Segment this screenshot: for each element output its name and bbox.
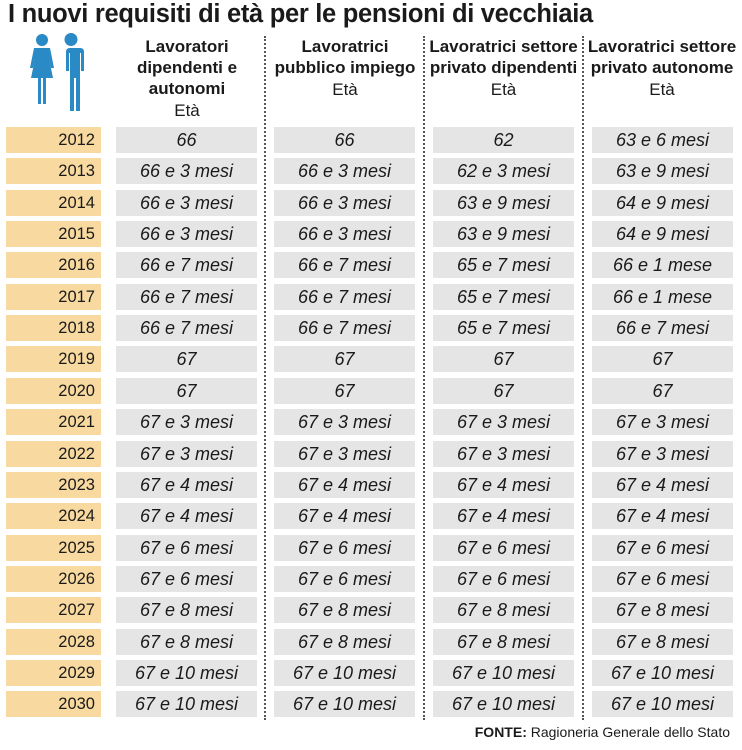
chart-title: I nuovi requisiti di età per le pensioni di vecchiaia — [8, 0, 593, 28]
age-cell: 67 e 6 mesi — [116, 535, 257, 561]
table-row — [0, 190, 742, 216]
age-cell: 67 e 8 mesi — [116, 629, 257, 655]
year-cell: 2015 — [6, 221, 101, 247]
age-cell: 67 e 3 mesi — [116, 409, 257, 435]
year-cell: 2018 — [6, 315, 101, 341]
table-row — [0, 503, 742, 529]
age-cell: 66 e 3 mesi — [116, 158, 257, 184]
age-cell: 67 e 6 mesi — [433, 566, 574, 592]
age-cell: 62 — [433, 127, 574, 153]
table-row — [0, 691, 742, 717]
column-header-sub: Età — [174, 101, 200, 120]
age-cell: 65 e 7 mesi — [433, 284, 574, 310]
age-cell: 67 — [433, 346, 574, 372]
table-row — [0, 158, 742, 184]
year-cell: 2016 — [6, 252, 101, 278]
table-row — [0, 221, 742, 247]
age-cell: 65 e 7 mesi — [433, 315, 574, 341]
age-cell: 67 e 8 mesi — [592, 629, 733, 655]
age-cell: 67 — [274, 378, 415, 404]
column-header-sub: Età — [490, 80, 517, 99]
column-header-label: Lavoratrici settore privato autonome — [587, 37, 737, 77]
year-cell: 2025 — [6, 535, 101, 561]
age-cell: 67 e 8 mesi — [274, 629, 415, 655]
year-cell: 2014 — [6, 190, 101, 216]
age-cell: 67 e 6 mesi — [433, 535, 574, 561]
age-cell: 66 e 7 mesi — [274, 284, 415, 310]
age-cell: 66 e 3 mesi — [116, 190, 257, 216]
column-header-sub: Età — [332, 80, 358, 99]
age-cell: 67 e 10 mesi — [274, 691, 415, 717]
column-header-label: Lavoratrici pubblico impiego — [274, 37, 416, 77]
year-cell: 2028 — [6, 629, 101, 655]
age-cell: 67 e 4 mesi — [274, 472, 415, 498]
age-cell: 63 e 6 mesi — [592, 127, 733, 153]
year-cell: 2030 — [6, 691, 101, 717]
age-cell: 67 e 10 mesi — [592, 660, 733, 686]
age-cell: 67 e 6 mesi — [274, 535, 415, 561]
age-cell: 63 e 9 mesi — [592, 158, 733, 184]
age-cell: 67 e 8 mesi — [116, 597, 257, 623]
age-cell: 66 — [274, 127, 415, 153]
age-cell: 67 e 3 mesi — [116, 441, 257, 467]
age-cell: 67 e 6 mesi — [592, 566, 733, 592]
age-cell: 67 e 8 mesi — [433, 629, 574, 655]
column-header-label: Lavoratori dipendenti e autonomi — [136, 37, 238, 98]
age-cell: 67 e 4 mesi — [116, 503, 257, 529]
age-cell: 67 e 3 mesi — [274, 441, 415, 467]
age-cell: 67 e 10 mesi — [433, 660, 574, 686]
age-cell: 63 e 9 mesi — [433, 190, 574, 216]
year-cell: 2019 — [6, 346, 101, 372]
age-cell: 66 e 7 mesi — [274, 315, 415, 341]
year-cell: 2021 — [6, 409, 101, 435]
age-cell: 67 e 10 mesi — [116, 660, 257, 686]
age-cell: 66 e 1 mese — [592, 284, 733, 310]
table-row — [0, 472, 742, 498]
year-cell: 2029 — [6, 660, 101, 686]
year-cell: 2026 — [6, 566, 101, 592]
age-cell: 67 e 4 mesi — [592, 503, 733, 529]
table-row — [0, 441, 742, 467]
age-cell: 64 e 9 mesi — [592, 190, 733, 216]
table-row — [0, 660, 742, 686]
age-cell: 67 e 8 mesi — [592, 597, 733, 623]
age-cell: 67 e 3 mesi — [592, 441, 733, 467]
age-cell: 66 e 7 mesi — [116, 315, 257, 341]
age-cell: 66 e 7 mesi — [592, 315, 733, 341]
age-cell: 64 e 9 mesi — [592, 221, 733, 247]
age-cell: 63 e 9 mesi — [433, 221, 574, 247]
table-row — [0, 629, 742, 655]
column-header-dipendenti-autonomi — [110, 36, 264, 121]
age-cell: 67 e 4 mesi — [433, 503, 574, 529]
year-cell: 2013 — [6, 158, 101, 184]
age-cell: 66 e 7 mesi — [274, 252, 415, 278]
age-cell: 66 e 3 mesi — [116, 221, 257, 247]
age-cell: 67 e 6 mesi — [116, 566, 257, 592]
age-cell: 67 — [433, 378, 574, 404]
table-row — [0, 566, 742, 592]
year-cell: 2024 — [6, 503, 101, 529]
year-cell: 2027 — [6, 597, 101, 623]
age-cell: 67 e 6 mesi — [592, 535, 733, 561]
table-row — [0, 597, 742, 623]
age-cell: 67 e 10 mesi — [433, 691, 574, 717]
age-cell: 66 e 3 mesi — [274, 158, 415, 184]
age-cell: 66 e 3 mesi — [274, 221, 415, 247]
age-cell: 67 e 4 mesi — [274, 503, 415, 529]
age-cell: 66 e 7 mesi — [116, 284, 257, 310]
column-header-pubblico-impiego — [269, 36, 421, 100]
age-cell: 67 e 4 mesi — [433, 472, 574, 498]
age-cell: 67 — [116, 378, 257, 404]
table-row — [0, 284, 742, 310]
age-cell: 67 e 10 mesi — [592, 691, 733, 717]
column-header-sub: Età — [649, 80, 675, 99]
age-cell: 65 e 7 mesi — [433, 252, 574, 278]
age-cell: 67 e 4 mesi — [116, 472, 257, 498]
age-cell: 67 e 6 mesi — [274, 566, 415, 592]
age-cell: 67 e 10 mesi — [274, 660, 415, 686]
source-note — [475, 724, 730, 740]
age-cell: 67 e 3 mesi — [433, 409, 574, 435]
age-cell: 62 e 3 mesi — [433, 158, 574, 184]
column-header-privato-dipendenti — [427, 36, 580, 100]
table-row — [0, 127, 742, 153]
table-row — [0, 409, 742, 435]
age-cell: 66 e 7 mesi — [116, 252, 257, 278]
age-cell: 67 — [592, 346, 733, 372]
table-row — [0, 346, 742, 372]
source-text: Ragioneria Generale dello Stato — [530, 724, 730, 740]
age-cell: 67 e 8 mesi — [433, 597, 574, 623]
source-label: FONTE: — [474, 724, 527, 740]
table-row — [0, 252, 742, 278]
table-row — [0, 535, 742, 561]
age-cell: 67 e 3 mesi — [433, 441, 574, 467]
age-cell: 66 e 3 mesi — [274, 190, 415, 216]
table-row — [0, 378, 742, 404]
year-cell: 2017 — [6, 284, 101, 310]
year-cell: 2012 — [6, 127, 101, 153]
year-cell: 2022 — [6, 441, 101, 467]
age-cell: 67 — [274, 346, 415, 372]
age-cell: 66 — [116, 127, 257, 153]
year-cell: 2020 — [6, 378, 101, 404]
age-cell: 67 e 3 mesi — [274, 409, 415, 435]
year-cell: 2023 — [6, 472, 101, 498]
age-cell: 66 e 1 mese — [592, 252, 733, 278]
age-cell: 67 — [116, 346, 257, 372]
column-header-privato-autonome — [586, 36, 738, 100]
age-cell: 67 e 4 mesi — [592, 472, 733, 498]
age-cell: 67 e 3 mesi — [592, 409, 733, 435]
column-header-label: Lavoratrici settore privato dipendenti — [429, 37, 578, 77]
age-cell: 67 e 8 mesi — [274, 597, 415, 623]
people-icon — [26, 33, 88, 113]
age-cell: 67 — [592, 378, 733, 404]
age-cell: 67 e 10 mesi — [116, 691, 257, 717]
table-row — [0, 315, 742, 341]
